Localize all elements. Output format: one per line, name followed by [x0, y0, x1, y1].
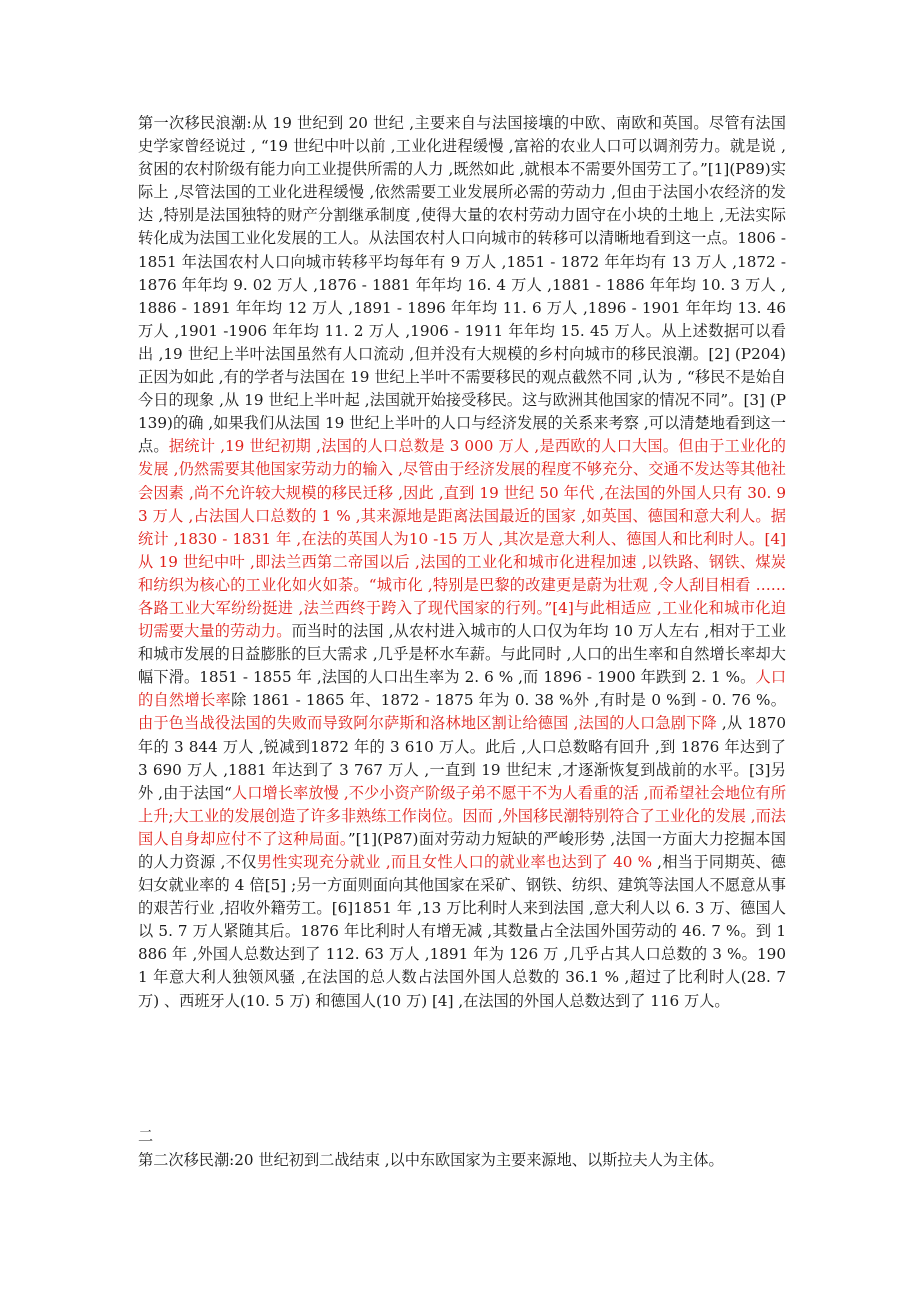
text-segment: ”[1](P87)面对劳动力短缺的严峻形势 ,法国一方面大力挖掘本国的人力资源 ,不仅 [138, 829, 786, 871]
text-segment: 而当时的法国 ,从农村进入城市的人口仅为年均 10 万人左右 ,相对于工业和城市发展的日益膨胀的巨大需求 ,几乎是杯水车薪。与此同时 ,人口的出生率和自然增长率却大幅下滑。1851 - 1855 年 ,法国的人口出生率为 2. 6 % ,而 1896 - 1900 年跌到 2. 1 %。 [138, 622, 787, 687]
section-number: 二 [138, 1127, 154, 1145]
highlighted-segment: 据统计 ,19 世纪初期 ,法国的人口总数是 3 000 万人 ,是西欧的人口大国。但由于工业化的发展 ,仍然需要其他国家劳动力的输入 ,尽管由于经济发展的程度不够充分、交通不发达等其他社会因素 ,尚不允许较大规模的移民迁移 ,因此 ,直到 19 世纪 50 年代 ,在法国的外国人只有 30. 93 万人 ,占法国人口总数的 1 % ,其来源地是距离法国最近的国家 ,如英国、德国和意大利人。据统计 ,1830 - 1831 年 ,在法的英国人为10 -15 万人 ,其次是意大利人、德国人和比利时人。[4]从 19 世纪中叶 ,即法兰西第二帝国以后 ,法国的工业化和城市化进程加速 ,以铁路、钢铁、煤炭和纺织为核心的工业化如火如荼。“城市化 ,特别是巴黎的改建更是蔚为壮观 ,令人刮目相看 ……各路工业大军纷纷挺进 ,法兰西终于跨入了现代国家的行列。”[4]与此相适应 ,工业化和城市化迫切需要大量的劳动力。 [138, 437, 786, 641]
text-segment: ,相当于同期英、德妇女就业率的 4 倍[5] ;另一方面则面向其他国家在采矿、钢铁、纺织、建筑等法国人不愿意从事的艰苦行业 ,招收外籍劳工。[6]1851 年 ,13 万比利时人来到法国 ,意大利人以 6. 3 万、德国人以 5. 7 万人紧随其后。1876 年比利时人有增无减 ,其数量占全法国外国劳动的 46. 7 %。到 1886 年 ,外国人总数达到了 112. 63 万人 ,1891 年为 126 万 ,几乎占其人口总数的 3 %。1901 年意大利人独领风骚 ,在法国的总人数占法国外国人总数的 36.1 % ,超过了比利时人(28. 7 万) 、西班牙人(10. 5 万) 和德国人(10 万) [4] ,在法国的外国人总数达到了 116 万人。 [138, 853, 786, 1010]
highlighted-segment: 人口的自然增长率 [138, 668, 787, 710]
document-body [138, 112, 786, 1013]
highlighted-segment: 由于色当战役法国的失败而导致阿尔萨斯和洛林地区割让给德国 ,法国的人口急剧下降 [138, 714, 717, 733]
text-segment: 除 1861 - 1865 年、1872 - 1875 年为 0. 38 %外 ,有时是 0 %到 - 0. 76 %。 [231, 691, 786, 710]
highlighted-segment: 人口增长率放慢 ,不少小资产阶级子弟不愿干不为人看重的活 ,而希望社会地位有所上升;大工业的发展创造了许多非熟练工作岗位。因而 ,外国移民潮特别符合了工业化的发展 ,而法国人自身却应付不了这种局面。 [138, 783, 787, 848]
section-heading: 第二次移民潮:20 世纪初到二战结束 ,以中东欧国家为主要来源地、以斯拉夫人为主体。 [138, 1151, 724, 1169]
text-segment: ,从 1870 年的 3 844 万人 ,锐减到1872 年的 3 610 万人。此后 ,人口总数略有回升 ,到 1876 年达到了 3 690 万人 ,1881 年达到了 3 767 万人 ,一直到 19 世纪末 ,才逐渐恢复到战前的水平。[3]另外 ,由于法国“ [138, 714, 786, 802]
highlighted-segment: 男性实现充分就业 ,而且女性人口的就业率也达到了 40 % [256, 853, 653, 871]
text-segment: 第一次移民浪潮:从 19 世纪到 20 世纪 ,主要来自与法国接壤的中欧、南欧和英国。尽管有法国史学家曾经说过 , “19 世纪中叶以前 ,工业化进程缓慢 ,富裕的农业人口可以调剂劳力。就是说 ,贫困的农村阶级有能力向工业提供所需的人力 ,既然如此 ,就根本不需要外国劳工了。”[1](P89)实际上 ,尽管法国的工业化进程缓慢 ,依然需要工业发展所必需的劳动力 ,但由于法国小农经济的发达 ,特别是法国独特的财产分割继承制度 ,使得大量的农村劳动力固守在小块的土地上 ,无法实际转化成为法国工业化发展的工人。从法国农村人口向城市的转移可以清晰地看到这一点。1806 - 1851 年法国农村人口向城市转移平均每年有 9 万人 ,1851 - 1872 年年均有 13 万人 ,1872 - 1876 年年均 9. 02 万人 ,1876 - 1881 年年均 16. 4 万人 ,1881 - 1886 年年均 10. 3 万人 ,1886 - 1891 年年均 12 万人 ,1891 - 1896 年年均 11. 6 万人 ,1896 - 1901 年年均 13. 46 万人 ,1901 -1906 年年均 11. 2 万人 ,1906 - 1911 年年均 15. 45 万人。从上述数据可以看出 ,19 世纪上半叶法国虽然有人口流动 ,但并没有大规模的乡村向城市的移民浪潮。[2] (P204)正因为如此 ,有的学者与法国在 19 世纪上半叶不需要移民的观点截然不同 ,认为 , “移民不是始自今日的现象 ,从 19 世纪上半叶起 ,法国就开始接受移民。这与欧洲其他国家的情况不同”。[3] (P139)的确 ,如果我们从法国 19 世纪上半叶的人口与经济发展的关系来考察 ,可以清楚地看到这一点。 [138, 114, 786, 456]
